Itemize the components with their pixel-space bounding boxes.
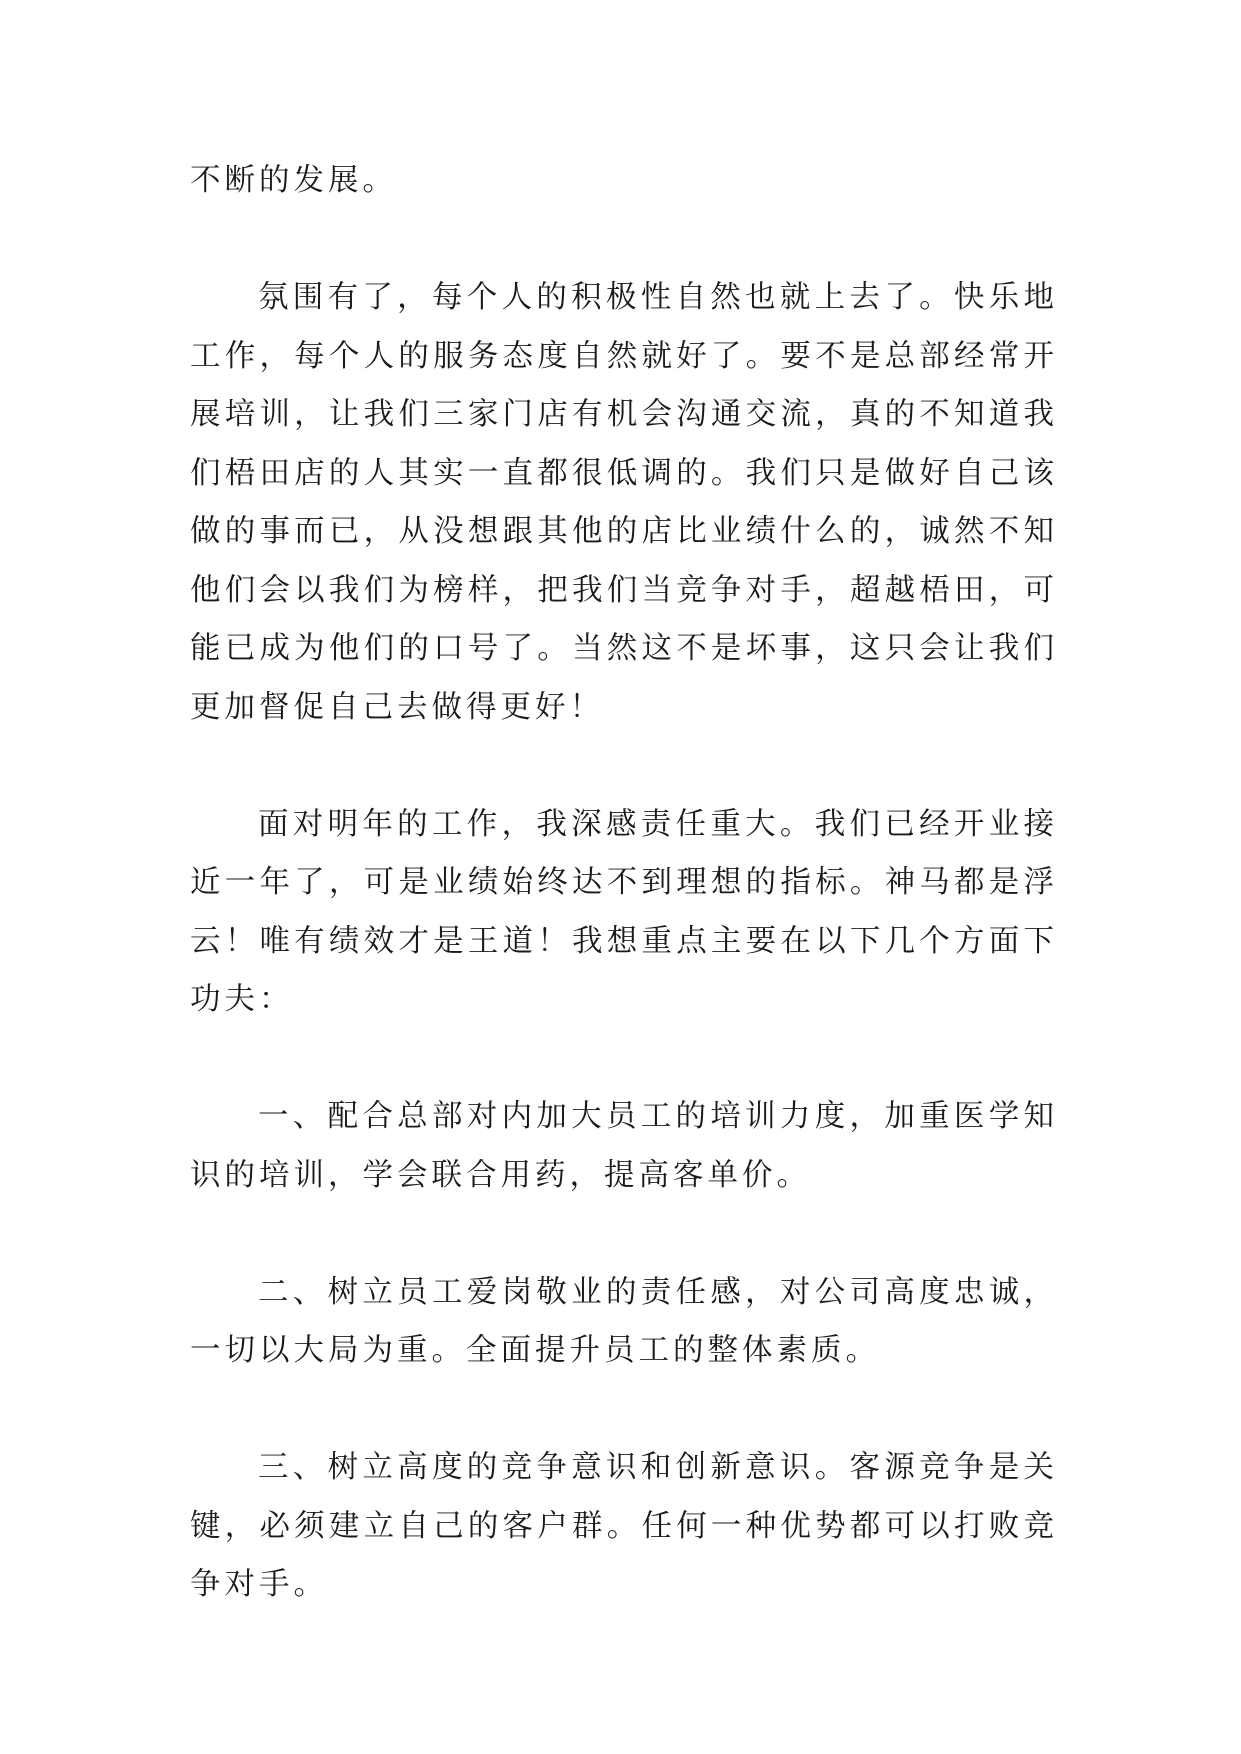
paragraph: 二、树立员工爱岗敬业的责任感，对公司高度忠诚，一切以大局为重。全面提升员工的整体素质。 — [190, 1274, 1058, 1368]
document-body — [190, 152, 1058, 1615]
paragraph: 氛围有了，每个人的积极性自然也就上去了。快乐地工作，每个人的服务态度自然就好了。要不是总部经常开展培训，让我们三家门店有机会沟通交流，真的不知道我们梧田店的人其实一直都很低调的。我们只是做好自己该做的事而已，从没想跟其他的店比业绩什么的，诚然不知他们会以我们为榜样，把我们当竞争对手，超越梧田，可能已成为他们的口号了。当然这不是坏事，这只会让我们更加督促自己去做得更好！ — [190, 280, 1058, 725]
paragraph: 一、配合总部对内加大员工的培训力度，加重医学知识的培训，学会联合用药，提高客单价。 — [190, 1099, 1058, 1193]
paragraph: 不断的发展。 — [190, 163, 397, 198]
paragraph: 面对明年的工作，我深感责任重大。我们已经开业接近一年了，可是业绩始终达不到理想的指标。神马都是浮云！唯有绩效才是王道！我想重点主要在以下几个方面下功夫： — [190, 806, 1058, 1017]
paragraph: 三、树立高度的竞争意识和创新意识。客源竞争是关键，必须建立自己的客户群。任何一种优势都可以打败竞争对手。 — [190, 1450, 1058, 1602]
